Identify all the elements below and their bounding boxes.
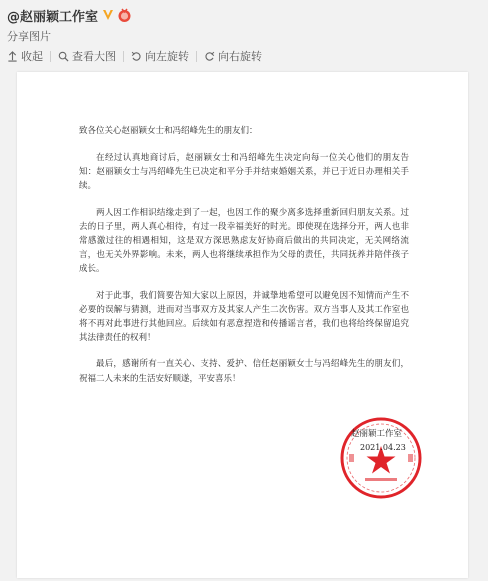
letter-body xyxy=(79,124,409,398)
toolbar-divider xyxy=(123,51,124,62)
post-header xyxy=(7,6,132,24)
collapse-label: 收起 xyxy=(21,50,43,63)
letter-paragraph: 两人因工作相识结缘走到了一起，也因工作的聚少离多选择重新回归朋友关系。过去的日子里，两人真心相待，有过一段幸福美好的时光。即使现在选择分开，两人也非常感激过往的相遇相知，这是双方深思熟虑友好协商后做出的共同决定，无关网络流言，也无关外界影响。未来，两人也将继续承担作为父母的责任，共同抚养并陪伴孩子成长。 xyxy=(79,207,409,275)
view-large-button[interactable] xyxy=(58,48,116,64)
letter-greeting: 致各位关心赵丽颖女士和冯绍峰先生的朋友们： xyxy=(79,126,258,136)
post-subtitle: 分享图片 xyxy=(7,30,51,43)
search-icon xyxy=(58,51,69,62)
verified-badge-icon xyxy=(101,8,115,22)
letter-signature: 赵丽颖工作室 xyxy=(351,429,403,439)
rotate-right-label: 向右旋转 xyxy=(218,50,262,63)
arrow-up-icon xyxy=(7,51,18,62)
rotate-left-icon xyxy=(131,51,142,62)
letter-paragraph: 对于此事，我们简要告知大家以上原因，并诚挚地希望可以避免因不知情而产生不必要的误解与猜测，进而对当事双方及其家人产生二次伤害。双方当事人及其工作室也将不再对此事进行其他回应。后续如有恶意捏造和传播谣言者，我们也将给终保留追究其法律责任的权利！ xyxy=(79,290,409,344)
collapse-button[interactable] xyxy=(7,48,43,64)
letter-image[interactable] xyxy=(17,72,468,578)
view-large-label: 查看大图 xyxy=(72,50,116,63)
medal-icon xyxy=(117,8,132,23)
rotate-left-label: 向左旋转 xyxy=(145,50,189,63)
rotate-left-button[interactable] xyxy=(131,48,189,64)
image-toolbar xyxy=(7,48,262,64)
toolbar-divider xyxy=(196,51,197,62)
letter-paragraph: 在经过认真地商讨后，赵丽颖女士和冯绍峰先生决定向每一位关心他们的朋友告知：赵丽颖女士与冯绍峰先生已决定和平分手并结束婚姻关系，并已于近日办理相关手续。 xyxy=(79,153,409,192)
letter-date: 2021.04.23 xyxy=(360,443,406,452)
author-name[interactable]: @赵丽颖工作室 xyxy=(7,9,99,25)
letter-paragraph: 最后，感谢所有一直关心、支持、爱护、信任赵丽颖女士与冯绍峰先生的朋友们，祝福二人未来的生活安好顺遂，平安喜乐！ xyxy=(79,359,409,384)
toolbar-divider xyxy=(50,51,51,62)
rotate-right-icon xyxy=(204,51,215,62)
rotate-right-button[interactable] xyxy=(204,48,262,64)
